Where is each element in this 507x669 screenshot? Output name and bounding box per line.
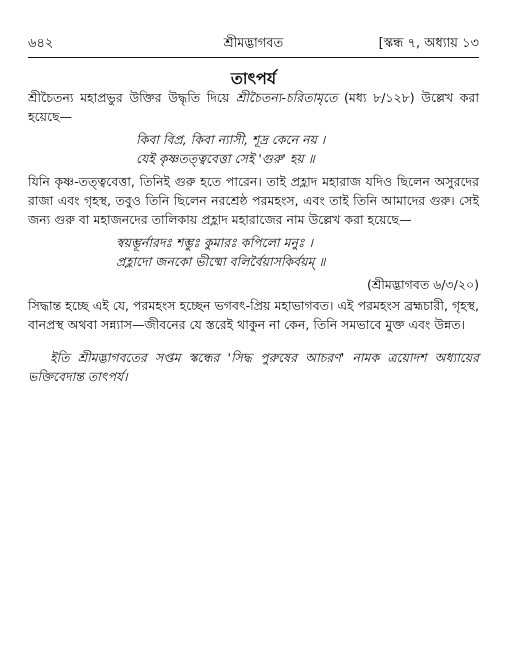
paragraph-intro	[28, 88, 479, 126]
verse-line: স্বয়ম্ভূর্নারদঃ শম্ভুঃ কুমারঃ কপিলো মনুঃ ।	[116, 235, 314, 250]
verse-line: যেই কৃষ্ণতত্ত্ববেত্তা সেই 'গুরু' হয় ॥	[136, 151, 315, 166]
paragraph-body: যিনি কৃষ্ণ-তত্ত্ববেত্তা, তিনিই গুরু হতে পারেন। তাই প্রহ্লাদ মহারাজ যদিও ছিলেন অসুরদের রাজা এবং গৃহস্থ, তবুও তিনি ছিলেন নরশ্রেষ্ঠ পরমহংস, এবং তাই তিনি আমাদের গুরু। সেই জন্য গুরু বা মহাজনদের তালিকায় প্রহ্লাদ মহারাজের নাম উল্লেখ করা হয়েছে—	[28, 174, 479, 227]
purport-body	[28, 88, 479, 386]
running-header	[28, 34, 479, 54]
paragraph-conclusion: সিদ্ধান্ত হচ্ছে এই যে, পরমহংস হচ্ছেন ভগবৎ-প্রিয় মহাভাগবত। এই পরমহংস ব্রহ্মচারী, গৃহস্থ, বানপ্রস্থ অথবা সন্ন্যাস—জীবনের যে স্তরেই থাকুন না কেন, তিনি সমভাবে মুক্ত এবং উন্নত।	[28, 298, 479, 332]
verse-block-1	[136, 130, 479, 168]
chapter-closing: ইতি শ্রীমদ্ভাগবতের সপ্তম স্কন্ধের 'সিদ্ধ পুরুষের আচরণ' নামক ত্রয়োদশ অধ্যায়ের ভক্তিবেদান্ত তাৎপর্য।	[28, 350, 479, 384]
header-rule	[28, 57, 479, 58]
intro-text-b: (মধ্য ৮/১২৮) উল্লেখ করা হয়েছে—	[28, 90, 479, 124]
verse-line: কিবা বিপ্র, কিবা ন্যাসী, শূদ্র কেনে নয় ।	[136, 132, 326, 147]
page-number: ৬৪২	[28, 36, 54, 51]
verse-reference: (শ্রীমদ্ভাগবত ৬/৩/২০)	[367, 277, 479, 292]
intro-text-a: শ্রীচৈতন্য মহাপ্রভুর উক্তির উদ্ধৃতি দিয়ে	[28, 90, 236, 105]
purport-heading: তাৎপর্য	[230, 69, 277, 88]
source-title: শ্রীচৈতন্য-চরিতামৃতে	[235, 90, 338, 105]
verse-line: প্রহ্লাদো জনকো ভীষ্মো বলির্বৈয়াসকির্বয়ম্ ॥	[116, 254, 326, 269]
section-reference: [স্কন্ধ ৭, অধ্যায় ১৩	[378, 36, 479, 51]
verse-block-2	[116, 233, 479, 271]
book-title: শ্রীমদ্ভাগবত	[223, 36, 284, 51]
